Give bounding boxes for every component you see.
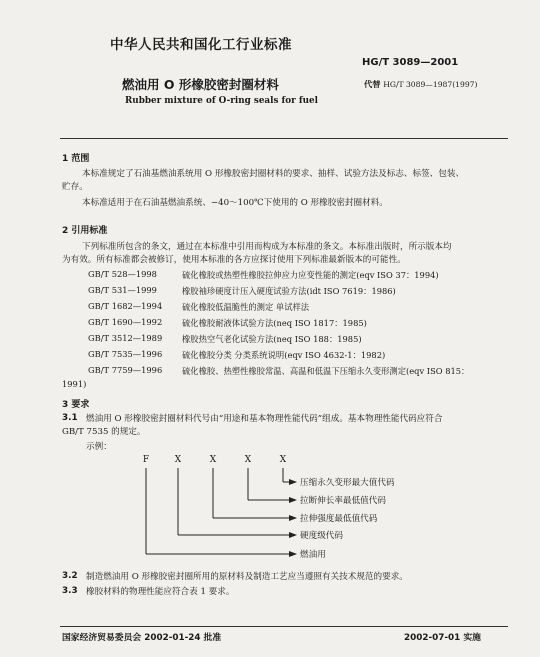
reference-code: GB/T 7759—1996 (88, 365, 163, 375)
reference-code: GB/T 1682—1994 (88, 301, 163, 311)
reference-title: 硫化橡胶、热塑性橡胶常温、高温和低温下压缩永久变形测定(eqv ISO 815： (182, 366, 470, 376)
section-2-intro: 下列标准所包含的条文，通过在本标准中引用而构成为本标准的条文。本标准出版时，所示版本均 (82, 242, 452, 252)
code-label: 压缩永久变形最大值代码 (300, 478, 395, 488)
clause-3-1-text: 燃油用 O 形橡胶密封圈材料代号由“用途和基本物理性能代码”组成。基本物理性能代码应符合 (86, 414, 443, 424)
reference-code: GB/T 3512—1989 (88, 333, 163, 343)
reference-code: GB/T 528—1998 (88, 269, 157, 279)
reference-title: 硫化橡胶分类 分类系统说明(eqv ISO 4632-1：1982) (182, 350, 386, 360)
clause-3-2-number: 3.2 (62, 571, 78, 581)
section-2-intro-cont: 为有效。所有标准都会被修订，使用本标准的各方应探讨使用下列标准最新版本的可能性。 (62, 255, 406, 265)
section-1-heading: 1 范围 (62, 154, 90, 164)
reference-title: 橡胶袖珍硬度计压入硬度试验方法(idt ISO 7619：1986) (182, 286, 396, 296)
section-1-paragraph-1: 本标准规定了石油基燃油系统用 O 形橡胶密封圈材料的要求、抽样、试验方法及标志、标签、包装、 (82, 169, 465, 179)
document-title: 燃油用 O 形橡胶密封圈材料 (122, 77, 279, 92)
code-letter: X (279, 455, 287, 465)
implementation-date: 2002-07-01 实施 (404, 633, 481, 643)
arrowhead (289, 479, 297, 485)
arrowhead (289, 497, 297, 503)
reference-title: 硫化橡胶耐液体试验方法(neq ISO 1817：1985) (182, 318, 367, 328)
section-3-heading: 3 要求 (62, 400, 90, 410)
code-letter: X (244, 455, 252, 465)
reference-title: 硫化橡胶低温脆性的测定 单试样法 (182, 302, 310, 312)
code-letter: X (209, 455, 217, 465)
standard-number: HG/T 3089—2001 (362, 57, 459, 68)
replaces-label: 代替 (364, 79, 381, 89)
clause-3-3-number: 3.3 (62, 586, 78, 596)
code-letter: F (142, 455, 150, 465)
approval-date: 国家经济贸易委员会 2002-01-24 批准 (62, 633, 222, 643)
clause-3-1-number: 3.1 (62, 413, 78, 423)
code-label: 拉断伸长率最低值代码 (300, 496, 386, 506)
reference-title: 橡胶热空气老化试验方法(neq ISO 188：1985) (182, 334, 362, 344)
reference-code: GB/T 531—1999 (88, 285, 157, 295)
clause-3-1-text-cont: GB/T 7535 的规定。 (62, 427, 146, 437)
arrowhead (289, 532, 297, 538)
clause-3-3-text: 橡胶材料的物理性能应符合表 1 要求。 (86, 587, 235, 597)
arrowhead (289, 551, 297, 557)
code-label: 拉伸强度最低值代码 (300, 514, 378, 524)
example-label: 示例： (86, 442, 112, 452)
clause-3-2-text: 制造燃油用 O 形橡胶密封圈所用的原材料及制造工艺应当遵照有关技术规范的要求。 (86, 572, 408, 582)
arrowhead (289, 515, 297, 521)
replaces-number: HG/T 3089—1987(1997) (383, 80, 478, 89)
reference-title-cont: 1991) (62, 379, 87, 389)
section-1-paragraph-2: 本标准适用于在石油基燃油系统、−40～100℃下使用的 O 形橡胶密封圈材料。 (82, 198, 388, 208)
code-label: 燃油用 (300, 550, 326, 560)
standard-category-title: 中华人民共和国化工行业标准 (110, 37, 292, 53)
english-title: Rubber mixture of O-ring seals for fuel (125, 96, 318, 106)
section-1-paragraph-1-cont: 贮存。 (62, 182, 88, 192)
code-label: 硬度级代码 (300, 531, 343, 541)
code-letter: X (174, 455, 182, 465)
reference-title: 硫化橡胶或热塑性橡胶拉伸应力应变性能的测定(eqv ISO 37：1994) (182, 270, 439, 280)
footer-divider (60, 626, 508, 627)
reference-code: GB/T 1690—1992 (88, 317, 163, 327)
reference-code: GB/T 7535—1996 (88, 349, 163, 359)
section-2-heading: 2 引用标准 (62, 226, 108, 236)
